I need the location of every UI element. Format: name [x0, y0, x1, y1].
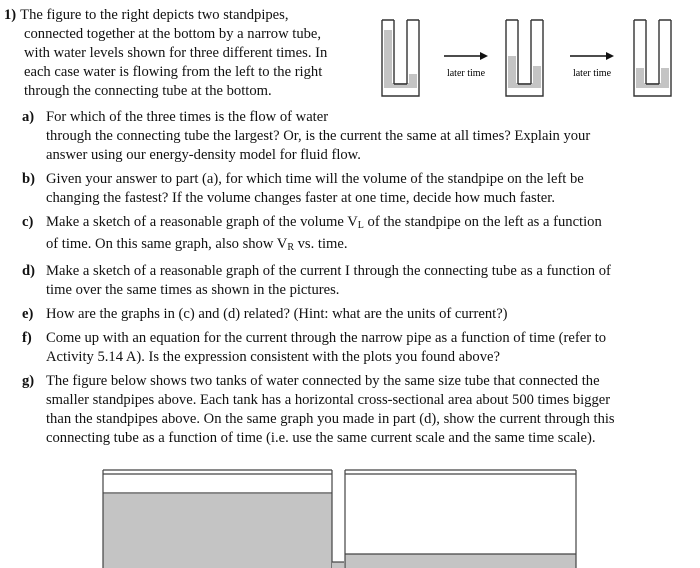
part-label: g) — [22, 373, 35, 389]
arrow-head — [606, 52, 614, 60]
intro-line-2: connected together at the bottom by a narrow tube, — [24, 26, 322, 42]
subscript-r: R — [287, 242, 294, 253]
arrow-head — [480, 52, 488, 60]
right-pipe-water — [661, 68, 669, 88]
part-label: d) — [22, 263, 35, 279]
arrow-later-time-1 — [444, 52, 488, 79]
arrow-label-2: later time — [572, 68, 612, 79]
intro-line-3: with water levels shown for three different times. In — [24, 45, 328, 61]
standpipes-figure — [378, 8, 678, 104]
problem-intro — [4, 6, 364, 101]
right-tank-water — [345, 554, 576, 568]
left-tank — [103, 470, 332, 568]
left-tank-water — [103, 494, 332, 568]
part-e: e) How are the graphs in (c) and (d) related? (Hint: what are the units of current?) — [22, 306, 508, 322]
part-label: e) — [22, 306, 34, 322]
subscript-l: L — [357, 220, 364, 231]
left-pipe-water — [384, 30, 392, 88]
question-parts — [22, 108, 694, 453]
part-label: a) — [22, 109, 35, 125]
part-g: g) The figure below shows two tanks of water connected by the same size tube that connected the smaller standpipes above. Each tank has a horizontal cross-sectional area about 500 times bigger than the standpipes above. On the same graph you made in part (d), show the current through this connecting tube as a function of time (i.e. use the same current scale and the same time scale). — [22, 373, 615, 446]
part-c: c) Make a sketch of a reasonable graph of the volume $V_L$ of the standpipe on the left as a function of time. On this same graph, also show $V_R$ vs. time. — [22, 214, 602, 253]
left-pipe-water — [508, 56, 516, 88]
right-tank — [345, 470, 576, 568]
part-label: f) — [22, 330, 32, 346]
intro-line-4: each case water is flowing from the left to the right — [24, 64, 323, 80]
large-tanks-figure — [96, 468, 616, 568]
part-d: d) Make a sketch of a reasonable graph of the current I through the connecting tube as a function of time over the same times as shown in the pictures. — [22, 263, 611, 298]
arrow-label-1: later time — [446, 68, 486, 79]
problem-number: 1) — [4, 7, 17, 23]
intro-line-1: 1) The figure to the right depicts two standpipes, — [4, 7, 289, 23]
right-pipe-water — [533, 66, 541, 88]
connecting-tube-water — [332, 562, 344, 568]
part-b: b) Given your answer to part (a), for which time will the volume of the standpipe on the left be changing the fastest? If the volume changes faster at one time, decide how much faster. — [22, 171, 584, 206]
standpipe-pair-time-1 — [382, 20, 419, 96]
part-label: b) — [22, 171, 35, 187]
left-pipe-water — [636, 68, 644, 88]
part-label: c) — [22, 214, 34, 230]
part-a: a) For which of the three times is the flow of water through the connecting tube the largest? Or, is the current the same at all times? Explain your answer using our energy-density model for fluid flow. — [22, 109, 591, 163]
arrow-later-time-2 — [570, 52, 614, 79]
standpipe-pair-time-3 — [634, 20, 671, 96]
right-tank-outline — [345, 470, 576, 568]
standpipe-pair-time-2 — [506, 20, 543, 96]
part-f: f) Come up with an equation for the current through the narrow pipe as a function of time (refer to Activity 5.14 A). Is the expression consistent with the plots you found above? — [22, 330, 607, 365]
intro-line-5: through the connecting tube at the bottom. — [24, 83, 272, 99]
right-pipe-water — [409, 74, 417, 88]
